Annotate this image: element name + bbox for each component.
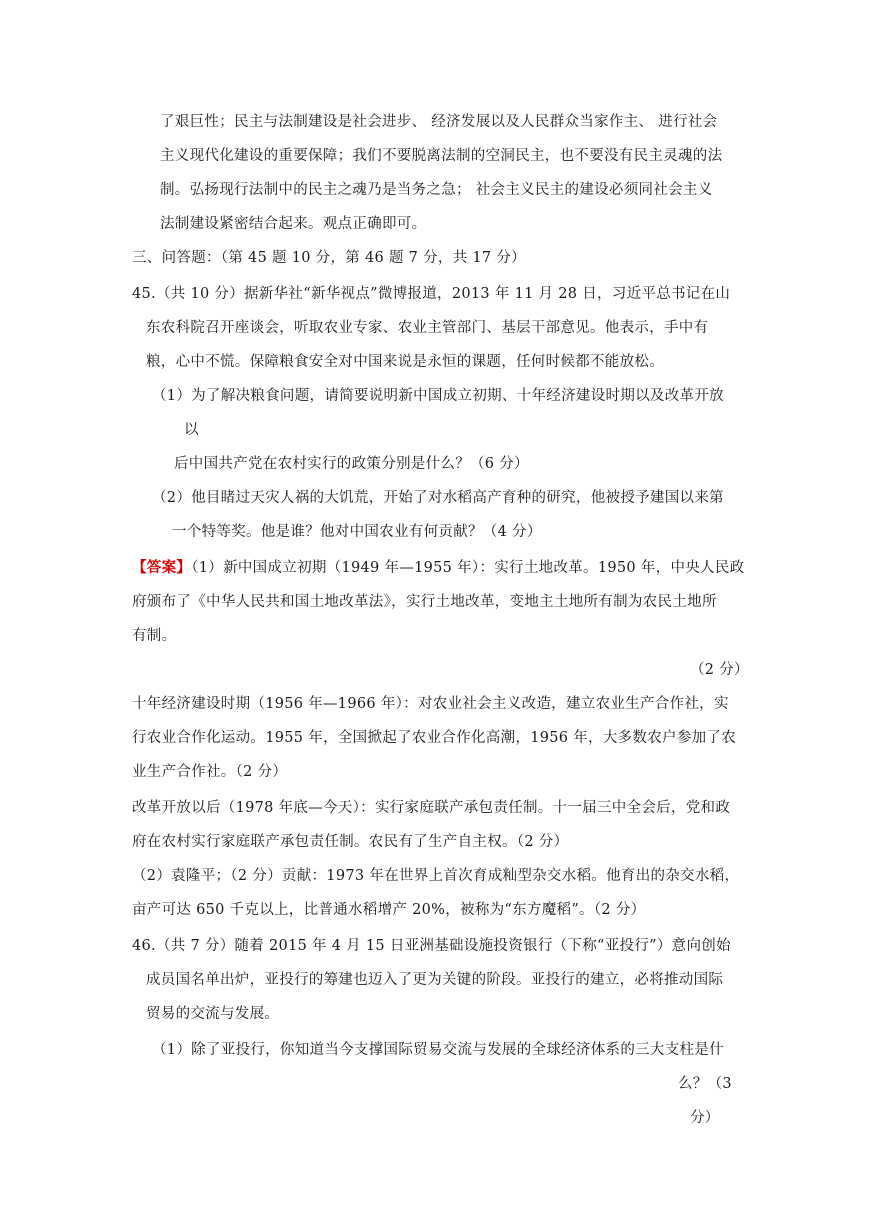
question-45-sub-2: （2）他目睹过天灾人祸的大饥荒，开始了对水稻高产育种的研究，他被授予建国以来第 [152, 490, 724, 506]
text-line: 主义现代化建设的重要保障；我们不要脱离法制的空洞民主，也不要没有民主灵魂的法 [160, 148, 723, 164]
question-46-sub-1: 么？（3 [678, 1076, 732, 1092]
question-46-text: 贸易的交流与发展。 [146, 1006, 280, 1022]
question-46-text: 46.（共 7 分）随着 2015 年 4 月 15 日亚洲基础设施投资银行（下称“亚投行”）意向创始 [132, 938, 731, 954]
answer-line: 业生产合作社。（2 分） [132, 764, 288, 780]
answer-line: 行农业合作化运动。1955 年，全国掀起了农业合作化高潮，1956 年，大多数农户参加了农 [132, 730, 737, 746]
question-45-sub-1: 后中国共产党在农村实行的政策分别是什么？（6 分） [174, 456, 529, 472]
question-45-sub-1: 以 [184, 422, 199, 438]
answer-line: （2）袁隆平；（2 分）贡献：1973 年在世界上首次育成籼型杂交水稻。他育出的杂交水稻， [132, 868, 740, 884]
question-46-sub-1: （1）除了亚投行，你知道当今支撑国际贸易交流与发展的全球经济体系的三大支柱是什 [152, 1042, 724, 1058]
text-line: 了艰巨性；民主与法制建设是社会进步、 经济发展以及人民群众当家作主、 进行社会 [160, 114, 718, 130]
answer-line: 十年经济建设时期（1956 年—1966 年）：对农业社会主义改造，建立农业生产合作社，实 [132, 696, 729, 712]
answer-line: 府在农村实行家庭联产承包责任制。农民有了生产自主权。（2 分） [132, 834, 569, 850]
question-46-sub-1: 分） [690, 1110, 720, 1126]
question-45-text: 东农科院召开座谈会，听取农业专家、农业主管部门、基层干部意见。他表示，手中有 [146, 320, 709, 336]
text-line: 法制建设紧密结合起来。观点正确即可。 [160, 216, 427, 232]
answer-line: 改革开放以后（1978 年底—今天）：实行家庭联产承包责任制。十一届三中全会后，党和政 [132, 800, 731, 816]
score-note: （2 分） [690, 662, 749, 678]
text-line: 制。弘扬现行法制中的民主之魂乃是当务之急； 社会主义民主的建设必须同社会主义 [160, 182, 713, 198]
answer-label: 【答案】 [132, 559, 192, 576]
answer-line [132, 558, 744, 578]
question-46-text: 成员国名单出炉，亚投行的筹建也迈入了更为关键的阶段。亚投行的建立，必将推动国际 [146, 972, 724, 988]
question-45-sub-2: 一个特等奖。他是谁？他对中国农业有何贡献？（4 分） [172, 524, 542, 540]
answer-line: 府颁布了《中华人民共和国土地改革法》，实行土地改革，变地主土地所有制为农民土地所 [132, 594, 717, 610]
question-45-sub-1: （1）为了解决粮食问题，请简要说明新中国成立初期、十年经济建设时期以及改革开放 [152, 388, 724, 404]
question-45-text: 粮，心中不慌。保障粮食安全对中国来说是永恒的课题，任何时候都不能放松。 [146, 354, 664, 370]
question-45-text: 45.（共 10 分）据新华社“新华视点”微博报道，2013 年 11 月 28 日，习近平总书记在山 [132, 286, 731, 302]
answer-text: （1）新中国成立初期（1949 年—1955 年）：实行土地改革。1950 年，中央人民政 [191, 560, 745, 576]
answer-line: 亩产可达 650 千克以上，比普通水稻增产 20%，被称为“东方魔稻”。（2 分） [132, 902, 646, 918]
section-heading: 三、问答题：（第 45 题 10 分，第 46 题 7 分，共 17 分） [132, 250, 526, 266]
answer-line: 有制。 [132, 628, 177, 644]
